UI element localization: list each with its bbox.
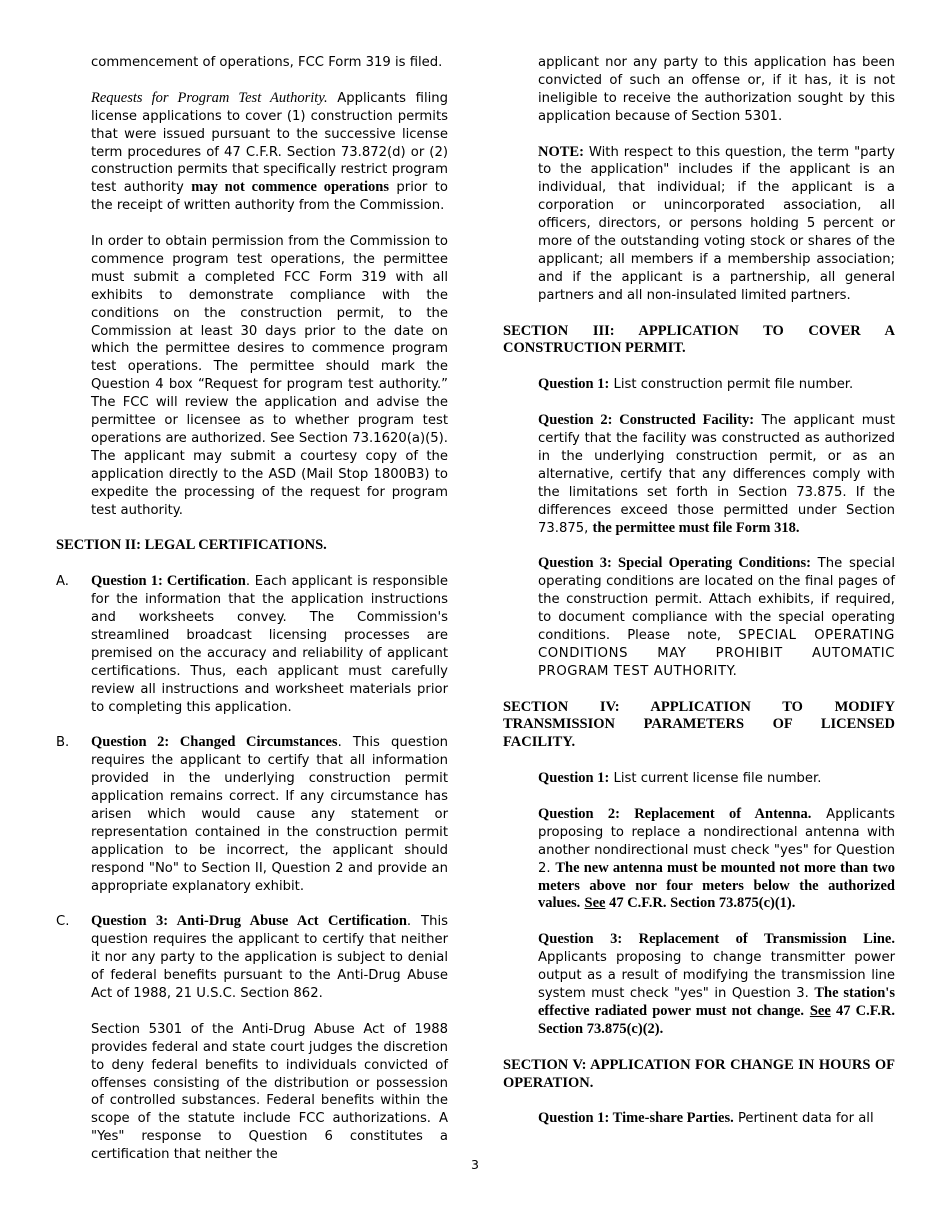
emphasis-erp-rule: The station's effective radiated power must not change. — [538, 984, 895, 1019]
item-letter: C. — [56, 914, 70, 930]
item-letter: A. — [56, 574, 69, 590]
paragraph-commencement: commencement of operations, FCC Form 319 is filed. — [91, 55, 443, 70]
item-title: Question 3: Anti-Drug Abuse Act Certification — [91, 913, 407, 930]
paragraph-continuation: applicant nor any party to this application has been convicted of such an offense or, if it has, it is not ineligible to receive the authorization sought by this application because of Section 5301. — [538, 55, 895, 124]
section-iii-question-3: Question 3: Special Operating Conditions: The special operating conditions are located on the final pages of the construction permit. Attach exhibits, if required, to document compliance with the special operating conditions. Please note, SPECIAL OPERATING CONDITIONS MAY PROHIBIT AUTOMATIC PROGRAM TEST AUTHORITY. — [538, 555, 895, 679]
right-column — [503, 54, 895, 1146]
question-label: Question 1: Time-share Parties. — [538, 1110, 734, 1127]
item-title: Question 2: Changed Circumstances — [91, 734, 338, 751]
emphasis-form-318: the permittee must file Form 318. — [592, 519, 800, 536]
emphasis-may-not: may not commence operations — [191, 179, 389, 196]
page-number: 3 — [471, 1157, 479, 1172]
item-a-certification: A. Question 1: Certification. Each applicant is responsible for the information that the application instructions and worksheets convey. The Commission's streamlined broadcast licensing processes are premised on the accuracy and reliability of applicant certifications. Thus, each applicant must carefully review all instructions and worksheet materials prior to completing this application. — [56, 573, 449, 715]
section-iv-question-2: Question 2: Replacement of Antenna. Applicants proposing to replace a nondirectional antenna with another nondirectional must check "yes" for Question 2. The new antenna must be mounted not more than two meters above nor four meters below the authorized values. See 47 C.F.R. Section 73.875(c)(1). — [538, 805, 895, 912]
question-label: Question 1: — [538, 770, 610, 787]
paragraph-note: NOTE: With respect to this question, the term "party to the application" includes if the applicant is an individual, that individual; if the applicant is a corporation or unincorporated association, all officers, directors, or persons holding 5 percent or more of the outstanding voting stock or shares of the applicant; all members if a membership association; and if the applicant is a partnership, all general partners and all non-insulated limited partners. — [538, 143, 895, 303]
question-label: Question 2: Constructed Facility: — [538, 412, 755, 429]
see-reference: See — [584, 895, 606, 912]
section-iii-question-2: Question 2: Constructed Facility: The applicant must certify that the facility was constructed as authorized in the underlying construction permit, or as an alternative, certify that any differences comply with the limitations set forth in Section 73.875. If the differences exceed those permitted under Section 73.875, the permittee must file Form 318. — [538, 412, 895, 536]
paragraph-program-test-requests: Requests for Program Test Authority. Applicants filing license applications to cover (1) construction permits that were issued pursuant to the successive license term procedures of 47 C.F.R. Section 73.872(d) or (2) construction permits that specifically restrict program test authority may not commence operations prior to the receipt of written authority from the Commission. — [91, 89, 448, 214]
paragraph-program-test-permission: In order to obtain permission from the Commission to commence program test operations, the permittee must submit a completed FCC Form 319 with all exhibits to demonstrate compliance with the conditions on the construction permit, to the Commission at least 30 days prior to the date on which the permittee desires to commence program test operations. The permittee should mark the Question 4 box “Request for program test authority.” The FCC will review the application and advise the permittee or licensee as to whether program test operations are authorized. See Section 73.1620(a)(5). The applicant may submit a courtesy copy of the application directly to the ASD (Mail Stop 1800B3) to expedite the processing of the request for program test authority. — [91, 234, 448, 518]
section-ii-heading: SECTION II: LEGAL CERTIFICATIONS. — [56, 537, 327, 554]
section-iii-heading: SECTION III: APPLICATION TO COVER A CONSTRUCTION PERMIT. — [503, 322, 895, 357]
question-label: Question 3: Replacement of Transmission Line. — [538, 931, 895, 948]
question-label: Question 1: — [538, 376, 610, 393]
section-v-question-1: Question 1: Time-share Parties. Pertinent data for all — [538, 1110, 874, 1127]
note-label: NOTE: — [538, 143, 584, 160]
item-b-changed-circumstances: B. Question 2: Changed Circumstances. This question requires the applicant to certify that all information provided in the underlying construction permit application remains correct. If any circumstance has arisen which would cause any statement or representation contained in the construction permit application to be incorrect, the applicant should respond "No" to Section II, Question 2 and provide an appropriate explanatory exhibit. — [56, 734, 448, 894]
left-column — [56, 54, 448, 1182]
item-title: Question 1: Certification — [91, 573, 246, 590]
see-reference: See — [809, 1002, 831, 1019]
caps-warning: SPECIAL OPERATING CONDITIONS MAY PROHIBIT AUTOMATIC PROGRAM TEST AUTHORITY. — [538, 627, 895, 679]
program-test-heading: Requests for Program Test Authority. — [91, 89, 328, 106]
cfr-reference: 47 C.F.R. Section 73.875(c)(1). — [605, 895, 796, 912]
question-label: Question 2: Replacement of Antenna. — [538, 805, 812, 822]
section-v-heading: SECTION V: APPLICATION FOR CHANGE IN HOURS OF OPERATION. — [503, 1056, 895, 1091]
section-iv-heading: SECTION IV: APPLICATION TO MODIFY TRANSMISSION PARAMETERS OF LICENSED FACILITY. — [503, 698, 895, 751]
question-label: Question 3: Special Operating Conditions: — [538, 555, 811, 572]
section-iv-question-3: Question 3: Replacement of Transmission Line. Applicants proposing to change transmitter power output as a result of modifying the transmission line system must check "yes" in Question 3. The station's effective radiated power must not change. See 47 C.F.R. Section 73.875(c)(2). — [538, 931, 895, 1037]
emphasis-antenna-rule: The new antenna must be mounted not more than two meters above nor four meters below the authorized values. — [538, 859, 895, 912]
paragraph-section-5301: Section 5301 of the Anti-Drug Abuse Act of 1988 provides federal and state court judges the discretion to deny federal benefits to individuals convicted of offenses consisting of the distribution or possession of controlled substances. Federal benefits within the scope of the statute include FCC authorizations. A "Yes" response to Question 6 constitutes a certification that neither the — [91, 1021, 448, 1163]
section-iv-question-1: Question 1: List current license file number. — [538, 770, 822, 787]
section-iii-question-1: Question 1: List construction permit file number. — [538, 376, 854, 393]
item-c-anti-drug: C. Question 3: Anti-Drug Abuse Act Certification. This question requires the applicant to certify that neither it nor any party to the application is subject to denial of federal benefits pursuant to the Anti-Drug Abuse Act of 1988, 21 U.S.C. Section 862. — [56, 913, 448, 1002]
cfr-reference: 47 C.F.R. Section 73.875(c)(2). — [538, 1002, 895, 1037]
item-letter: B. — [56, 735, 70, 751]
